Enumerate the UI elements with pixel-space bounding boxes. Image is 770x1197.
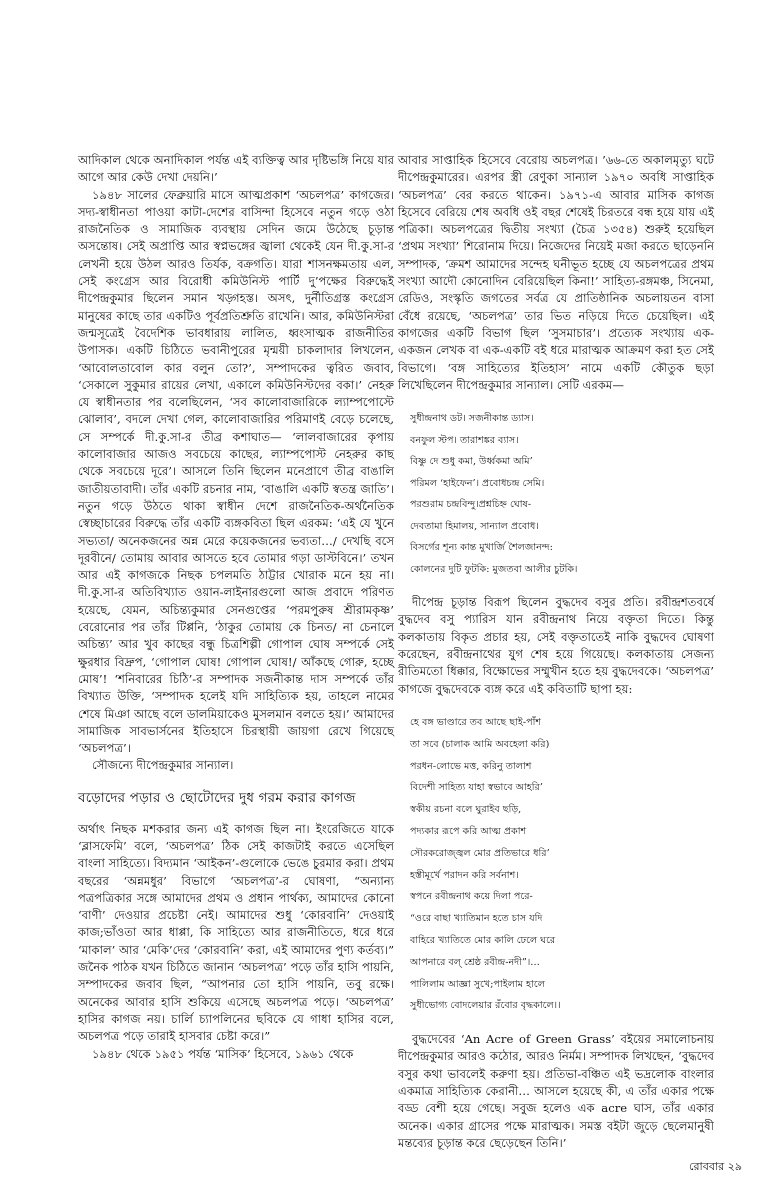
poem-block <box>410 712 714 1017</box>
photo-credit: সৌজন্যে দীপেন্দ্রকুমার সান্যাল। <box>92 758 234 773</box>
section-heading: বড়োদের পড়ার ও ছোটোদের দুধ গরম করার কাগজ <box>78 789 356 806</box>
verse-line: দেবতামা হিমালয়, সান্যাল প্রবোধ। <box>410 520 539 532</box>
verse-line: বিসর্গের শূন্য কান্ত মুখার্জি শৈলজানন্দ: <box>410 542 553 554</box>
verse-line: কোলনের দুটি ফুটকি: মুজতবা আলীর চুটকি। <box>410 563 578 575</box>
verse-line: সুধীন্দ্রনাথ ডট। সজনীকান্ত ড্যাস। <box>410 413 534 425</box>
verse-line: বনফুল স্টপ। তারাশঙ্কর ব্যাস। <box>410 434 519 446</box>
paragraph: দীপেন্দ্র চূড়ান্ত বিরূপ ছিলেন বুদ্ধদেব বসুর প্রতি। রবীন্দ্রশতবর্ষে বুদ্ধদেব বসু প্যারিস যান রবীন্দ্রনাথ নিয়ে বক্তৃতা দিতে। কিন্তু কলকাতায় বিকৃত প্রচার হয়, সেই বক্তৃতাতেই নাকি বুদ্ধদেব ঘোষণা করেছেন, রবীন্দ্রনাথের যুগ শেষ হয়ে গিয়েছে। কলকাতায় সেজন্য রীতিমতো ধিক্কার, বিক্ষোভের সম্মুখীন হতে হয় বুদ্ধদেবকে। ‘অচলপত্র’ কাগজে বুদ্ধদেবকে ব্যঙ্গ করে এই কবিতাটি ছাপা হয়: <box>398 595 714 696</box>
poem-line: পরধন-লোভে মত্ত, করিনু তালাশ <box>410 760 532 772</box>
verse-line: পরিমল ‘হাইফেন’। প্রবোধচন্দ্র সেমি। <box>410 477 545 489</box>
poem-line: তা সবে (চালাক আমি অবহেলা করি) <box>410 738 550 750</box>
right-column <box>398 152 714 1152</box>
poem-line: বাহিরে খ্যাতিতে মোর কালি ঢেলে ঘরে <box>410 934 556 946</box>
paragraph: ১৯৪৮ সালের ফেব্রুয়ারি মাসে আত্মপ্রকাশ ‘অচলপত্র’ কাগজের। সদ্য-স্বাধীনতা পাওয়া কাটা-দেশের বাসিন্দা হিসেবে নতুন গড়ে ওঠা রাজনৈতিক ও সামাজিক ব্যবস্থায় সেদিন জমে উঠেছে চূড়ান্ত অসন্তোষ। সেই অপ্রাপ্তি আর স্বপ্নভঙ্গের জ্বালা থেকেই যেন দী.কু.সা-র লেখনী হয়ে উঠল আরও তির্যক, বক্রগতি। যারা শাসনক্ষমতায় এল, সেই কংগ্রেস আর বিরোধী কমিউনিস্ট পার্টি দু’পক্ষের বিরুদ্ধেই দীপেন্দ্রকুমার ছিলেন সমান খড়্গহস্ত। অসৎ, দুর্নীতিগ্রস্ত কংগ্রেস মানুষের কাছে তার একটিও পূর্বপ্রতিশ্রুতি রাখেনি। আর, কমিউনিস্টরা জন্মসূত্রেই বৈদেশিক ভাবধারায় লালিত, ধ্বংসাত্মক রাজনীতির উপাসক। একটি চিঠিতে ভবানীপুরের মৃন্ময়ী চাকলাদার লিখলেন, ‘আবোলতাবোল কার বলুন তো?’, সম্পাদকের ত্বরিত জবাব, ‘সেকালে সুকুমার রায়ের লেখা, একালে কমিউনিস্টদের বকা।’ নেহরু যে স্বাধীনতার পর বলেছিলেন, ‘সব কালোবাজারিকে ল্যাম্পপোস্টে ঝোলাব’, বদলে দেখা গেল, কালোবাজারির পরিমাণই বেড়ে চলেছে, সে সম্পর্কে দী.কু.সা-র তীব্র কশাঘাত— ‘লালবাজারের কৃপায় কালোবাজার আজও সবচেয়ে কাছের, ল্যাম্পপোস্ট নেহরুর কাছ থেকে সবচেয়ে দূরে’। আসলে তিনি ছিলেন মনেপ্রাণে তীব্র বাঙালি জাতীয়তাবাদী। তাঁর একটি রচনার নাম, ‘বাঙালি একটি স্বতন্ত্র জাতি’। নতুন গড়ে উঠতে থাকা স্বাধীন দেশে রাজনৈতিক-অর্থনৈতিক স্বেচ্ছাচারের বিরুদ্ধে তাঁর একটি ব্যঙ্গকবিতা ছিল এরকম: ‘এই যে খুনে সভ্যতা/ অনেকজনের অন্ন মেরে কয়েকজনের ভব্যতা…/ দেখছি বসে দূরবীনে/ তোমায় আবার আসতে হবে তোমার গড়া ডাস্টবিনে।’ তখন আর এই কাগজকে নিছক চপলমতি ঠাট্টার খোরাক মনে হয় না। দী.কু.সা-র অতিবিখ্যাত ওয়ান-লাইনারগুলো আজ প্রবাদে পরিণত হয়েছে, যেমন, অচিন্ত্যকুমার সেনগুপ্তের ‘পরমপুরুষ শ্রীরামকৃষ্ণ’ বেরোনোর পর তাঁর টিপ্পনি, ‘ঠাকুর তোমায় কে চিনত/ না চেনালে অচিন্ত্য’ আর খুব কাছের বন্ধু চিত্রশিল্পী গোপাল ঘোষ সম্পর্কে সেই ক্ষুরধার বিদ্রুপ, ‘গোপাল ঘোষ! গোপাল ঘোষ!/ আঁকছে গোরু, হচ্ছে মোষ’! ‘শনিবারের চিঠি’-র সম্পাদক সজনীকান্ত দাস সম্পর্কে তাঁর বিখ্যাত উক্তি, ‘সম্পাদক হলেই যদি সাহিত্যিক হয়, তাহলে নামের শেষে মিঞা আছে বলে ডালমিয়াকেও মুসলমান বলতে হয়।’ আমাদের সামাজিক সাবভার্সনের ইতিহাসে চিরস্থায়ী জায়গা রেখে গিয়েছে ‘অচলপত্র’। <box>78 187 394 756</box>
verse-block <box>410 408 714 580</box>
paragraph: অর্থাৎ নিছক মশকরার জন্য এই কাগজ ছিল না। ইংরেজিতে যাকে ‘ব্লাসফেমি’ বলে, ‘অচলপত্র’ ঠিক সেই কাজটাই করতে এসেছিল বাংলা সাহিত্যে। বিদ্যমান ‘আইকন’-গুলোকে ভেঙে চুরমার করা। প্রথম বছরের ‘অন্নমধুর’ বিভাগে ‘অচলপত্র’-র ঘোষণা, “অন্যান্য পত্রপত্রিকার সঙ্গে আমাদের প্রথম ও প্রধান পার্থক্য, আমাদের কোনো ‘বাণী’ দেওয়ার প্রচেষ্টা নেই। আমাদের শুধু ‘কোরবানি’ দেওয়াই কাজ;ভাঁওতা আর ধাপ্পা, কি সাহিত্যে আর রাজনীতিতে, ধরে ধরে ‘মাকাল’ আর ‘মেকি’দের ‘কোরবানি’ করা, এই আমাদের পুণ্য কর্তব্য।” জনৈক পাঠক যখন চিঠিতে জানান ‘অচলপত্র’ পড়ে তাঁর হাসি পায়নি, সম্পাদকের জবাব ছিল, “আপনার তো হাসি পায়নি, তবু রক্ষে। অনেকের আবার হাসি শুকিয়ে এসেছে অচলপত্র পড়ে। ‘অচলপত্র’ হাসির কাগজ নয়। চার্লি চ্যাপলিনের ছবিকে যে গাধা হাসির বলে, অচলপত্র পড়ে তারাই হাসবার চেষ্টা করে।” <box>78 821 394 1044</box>
poem-line: স্বকীয় রচনা বলে ঘুরাইব ছড়ি, <box>410 804 522 816</box>
left-column <box>78 152 394 1063</box>
verse-line: পরশুরাম চন্দ্রবিন্দু।প্রশ্নচিহ্ন ঘোষ- <box>410 499 532 511</box>
poem-line: পালিলাম আজ্ঞা সুখে;পাইলাম হালে <box>410 978 545 990</box>
poem-line: হে বঙ্গ ভাণ্ডারে তব আছে ছাই-পাঁশ <box>410 716 542 728</box>
paragraph: আদিকাল থেকে অনাদিকাল পর্যন্ত এই ব্যক্তিত্ব আর দৃষ্টিভঙ্গি নিয়ে যার আগে আর কেউ দেখা দেয়নি।’ <box>78 153 394 185</box>
paragraph: আবার সাপ্তাহিক হিসেবে বেরোয় অচলপত্র। ’৬৬-তে অকালমৃত্যু ঘটে দীপেন্দ্রকুমারের। এরপর স্ত্রী রেণুকা সান্যাল ১৯৭০ অবধি সাপ্তাহিক ‘অচলপত্র’ বের করতে থাকেন। ১৯৭১-এ আবার মাসিক কাগজ হিসেবে বেরিয়ে শেষ অবধি ওই বছর শেষেই চিরতরে বন্ধ হয়ে যায় এই পত্রিকা। অচলপত্রের দ্বিতীয় সংখ্যা (চৈত্র ১৩৫৪) শুরুই হয়েছিল ‘প্রথম সংখ্যা’ শিরোনাম দিয়ে। নিজেদের নিয়েই মজা করতে ছাড়েননি সম্পাদক, ‘ক্রমশ আমাদের সন্দেহ ঘনীভূত হচ্ছে যে অচলপত্রের প্রথম সংখ্যা আদৌ কোনোদিন বেরিয়েছিল কিনা!’ সাহিত্য-রঙ্গমঞ্চ, সিনেমা, রেডিও, সংস্কৃতি জগতের সর্বত্র যে প্রাতিষ্ঠানিক অচলায়তন বাসা বেঁধে রয়েছে, ‘অচলপত্র’ তার ভিত নড়িয়ে দিতে চেয়েছিল। এই কাগজের একটি বিভাগ ছিল ‘সুসমাচার’। প্রত্যেক সংখ্যায় এক-একজন লেখক বা এক-একটি বই ধরে মারাত্মক আক্রমণ করা হত সেই বিভাগে। ‘বঙ্গ সাহিত্যের ইতিহাস’ নামে একটি কৌতুক ছড়া লিখেছিলেন দীপেন্দ্রকুমার সান্যাল। সেটি এরকম— <box>398 153 714 392</box>
poem-line: বিদেশী সাহিত্য যাহা স্বভাবে আহরি’ <box>410 782 543 794</box>
page-footer: রোববার ২৯ <box>689 1160 742 1173</box>
poem-line: “ওরে বাছা খ্যাতিমান হতে চাস যদি <box>410 913 543 925</box>
poem-line: পদ্যকার রূপে করি আত্ম প্রকাশ <box>410 825 527 837</box>
poem-line: সৌরকরোজ্জ্বল মোর প্রতিভারে ধরি’ <box>410 847 550 859</box>
poem-line: স্বপনে রবীন্দ্রনাথ কয়ে দিলা পরে- <box>410 891 533 903</box>
poem-line: আপনারে বল্ শ্রেষ্ঠ রবীন্দ্র-নদী”।… <box>410 956 540 968</box>
paragraph: ১৯৪৮ থেকে ১৯৫১ পর্যন্ত ‘মাসিক’ হিসেবে, ১৯৬১ থেকে <box>92 1046 354 1061</box>
poem-line: হস্তীমূর্খে পরাদন করি সর্বনাশ। <box>410 869 519 881</box>
verse-line: বিষ্ণু দে শুধু কমা, উর্ধ্বকমা অমি’ <box>410 456 533 468</box>
paragraph: বুদ্ধদেবের ‘An Acre of Green Grass’ বইয়ের সমালোচনায় দীপেন্দ্রকুমার আরও কঠোর, আরও নির্মম। সম্পাদক লিখছেন, ‘বুদ্ধদেব বসুর কথা ভাবলেই করুণা হয়। প্রতিভা-বঞ্চিত এই ভদ্রলোক বাংলার একমাত্র সাহিত্যিক কেরানী… আসলে হয়েছে কী, এ তাঁর একার পক্ষে বড্ড বেশী হয়ে গেছে। সবুজ হলেও এক acre ঘাস, তাঁর একার অনেক। একার গ্রাসের পক্ষে মারাত্মক। সমস্ত বইটা জুড়ে ছেলেমানুষী মন্তব্যের চূড়ান্ত করে ছেড়েছেন তিনি।’ <box>398 1032 714 1150</box>
poem-line: সুধীভোগ্য বোদলেয়ার রঁবোর বৃদ্ধকালে।। <box>410 1000 561 1012</box>
